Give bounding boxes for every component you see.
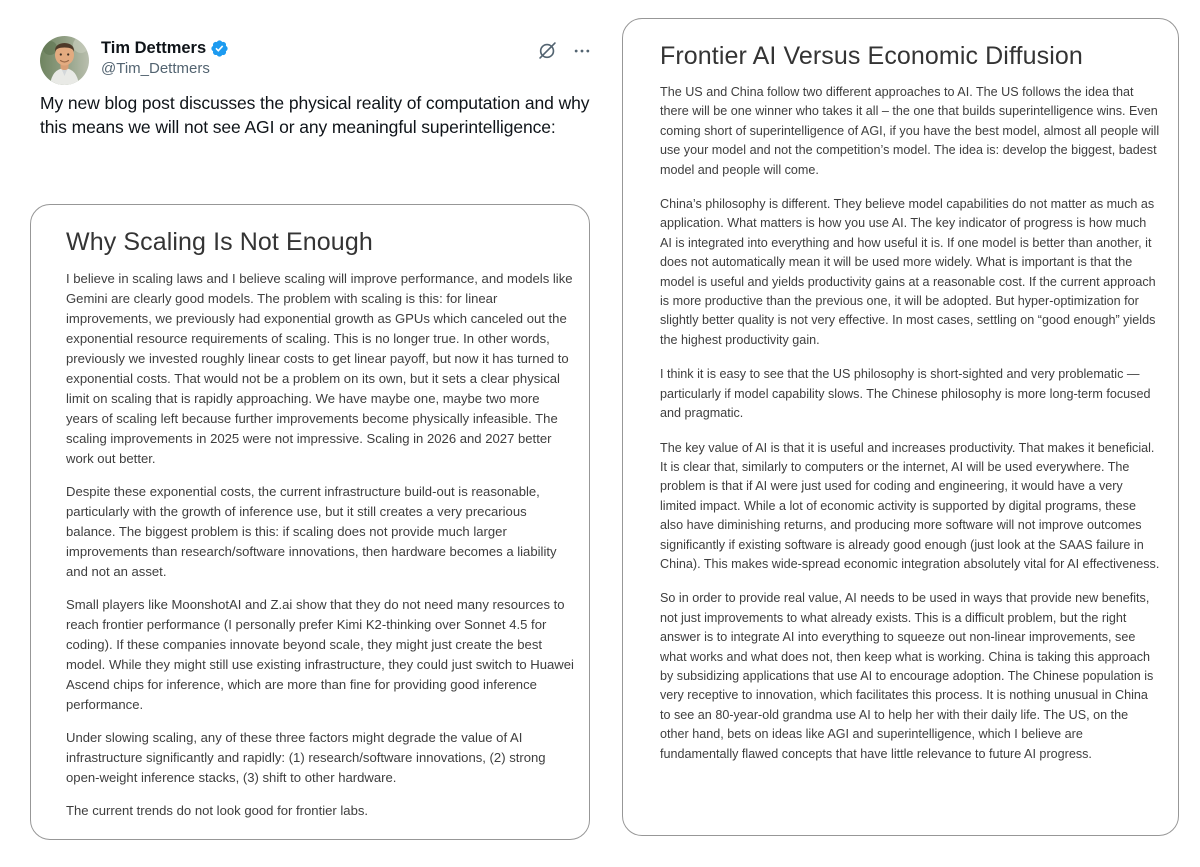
article-paragraph: Despite these exponential costs, the current infrastructure build-out is reasonable, particularly with the growth of inference use, but it still creates a very precarious balance. The biggest problem is this: if scaling does not provide much larger improvements than research/software innovations, then hardware becomes a liability and not an asset. xyxy=(66,484,557,579)
tweet-text: My new blog post discusses the physical reality of computation and why this means we will not see AGI or any meaningful superintelligence: xyxy=(40,93,590,137)
article-paragraph: The key value of AI is that it is useful and increases productivity. That makes it beneficial. It is clear that, similarly to computers or the internet, AI will be used everywhere. The problem is that if AI were just used for coding and engineering, it would have a very limited impact. While a lot of economic activity is supported by digital programs, these also have diminishing returns, and producing more software will not improve outcomes significantly if existing software is already good enough (just look at the SAAS failure in China). This makes wide-spread economic integration absolutely vital for AI effectiveness. xyxy=(660,440,1160,571)
article-paragraph: China’s philosophy is different. They believe model capabilities do not matter as much as application. What matters is how you use AI. The key indicator of progress is how much AI is integrated into everything and how useful it is. If one model is better than another, it does not automatically mean it will be used more widely. What is important is that the model is useful and yields productivity gains at a reasonable cost. If the current approach is more productive than the previous one, it will be adopted. But hyper-optimization for slightly better quality is not very effective. In most cases, settling on “good enough” yields the highest productivity gain. xyxy=(660,197,1156,347)
avatar[interactable] xyxy=(40,36,89,85)
more-menu-icon[interactable] xyxy=(572,41,592,61)
verified-badge-icon xyxy=(210,39,229,58)
article-paragraph: I believe in scaling laws and I believe scaling will improve performance, and models like Gemini are clearly good models. The problem with scaling is this: for linear improvements, we previously had exponential growth as GPUs which canceled out the exponential resource requirements of scaling. This is no longer true. In other words, previously we invested roughly linear costs to get linear payoff, but now it has turned to exponential costs. That would not be a problem on its own, but it sets a clear physical limit on scaling that is rapidly approaching. We have maybe one, maybe two more years of scaling left because further improvements become physically infeasible. The scaling improvements in 2025 were not impressive. Scaling in 2026 and 2027 better work out better. xyxy=(66,271,573,466)
display-name[interactable]: Tim Dettmers xyxy=(101,39,207,57)
header-actions xyxy=(537,36,592,61)
article-paragraph: The US and China follow two different approaches to AI. The US follows the idea that there will be one winner who takes it all – the one that builds superintelligence wins. Even coming short of superintelligence of AGI, if you have the best model, almost all people will use your model and not the competition’s model. The idea is: develop the biggest, badest model and people will come. xyxy=(660,85,1160,177)
article-paragraph: So in order to provide real value, AI needs to be used in ways that provide new benefits, not just improvements to what already exists. This is a difficult problem, but the right answer is to integrate AI into everything to squeeze out non-linear improvements, see what works and what does not, then keep what is working. China is taking this approach by subsidizing applications that use AI to encourage adoption. The Chinese population is very receptive to innovation, which facilitates this process. It is nothing unusual in China to see an 80-year-old grandma use AI to help her with their daily life. The US, on the other hand, bets on ideas like AGI and superintelligence, which I believe are fundamentally flawed concepts that have little relevance to future AI progress. xyxy=(660,591,1154,761)
attached-image-frontier-ai-article[interactable] xyxy=(622,18,1179,836)
tweet-header xyxy=(40,36,592,85)
article-paragraph: Under slowing scaling, any of these three factors might degrade the value of AI infrastructure significantly and rapidly: (1) research/software innovations, (2) strong open-weight inference stacks, (3) shift to other hardware. xyxy=(66,730,546,785)
article-paragraph: Small players like MoonshotAI and Z.ai show that they do not need many resources to reach frontier performance (I personally prefer Kimi K2-thinking over Sonnet 4.5 for coding). If these companies innovate beyond scale, they might just create the best model. While they might still use existing infrastructure, they could just switch to Huawei Ascend chips for inference, which are more than fine for providing good inference performance. xyxy=(66,597,574,712)
grok-actions-icon[interactable] xyxy=(537,40,558,61)
user-names xyxy=(101,36,229,79)
article-title-frontier-ai: Frontier AI Versus Economic Diffusion xyxy=(660,42,1083,70)
handle[interactable]: @Tim_Dettmers xyxy=(101,60,210,77)
article-title-why-scaling: Why Scaling Is Not Enough xyxy=(66,228,373,256)
article-paragraph: The current trends do not look good for frontier labs. xyxy=(66,803,369,818)
attached-image-why-scaling-article[interactable] xyxy=(30,204,590,840)
avatar-photo xyxy=(40,36,89,85)
article-paragraph: I think it is easy to see that the US philosophy is short-sighted and very problematic — particularly if model capability slows. The Chinese philosophy is more long-term focused and pragmatic. xyxy=(660,367,1151,421)
